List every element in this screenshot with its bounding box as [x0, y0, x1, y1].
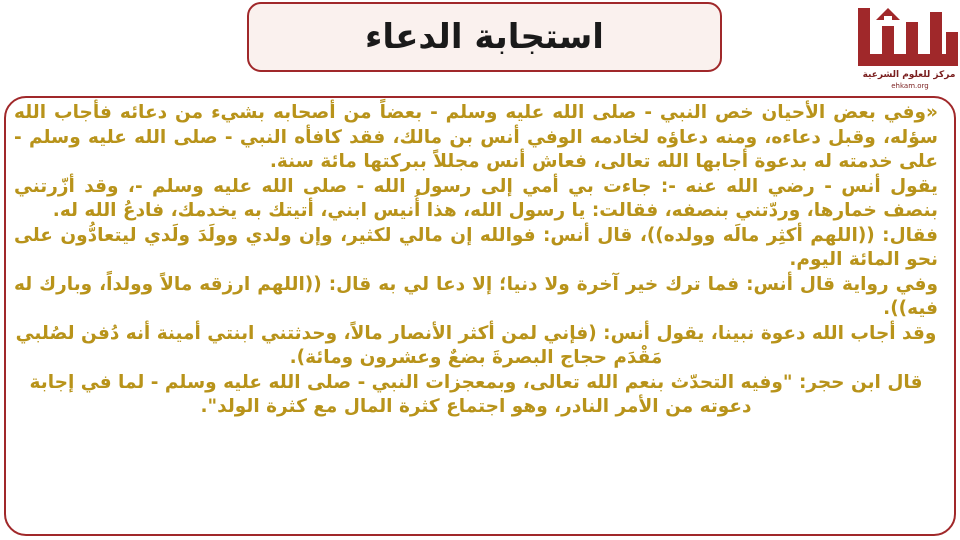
paragraph-5: وقد أجاب الله دعوة نبينا، يقول أنس: (فإني لمن أكثر الأنصار مالاً، وحدثتني ابنتي أمينة أنه دُفن لصُلبي مَقْدَم حجاج البصرةَ بضعٌ وعشرون ومائة).: [15, 322, 937, 368]
paragraph-4: وفي رواية قال أنس: فما ترك خير آخرة ولا دنيا؛ إلا دعا لي به قال: ((اللهم ارزقه مالاً وولداً، وبارك له فيه)).: [14, 273, 938, 319]
page-title: استجابة الدعاء: [365, 17, 604, 57]
logo-caption: مركز للعلوم الشرعية: [862, 70, 956, 80]
paragraph-3: فقال: ((اللهم أكثِر مالَه وولده))، قال أنس: فوالله إن مالي لكثير، وإن ولدي وولَدَ ولَدي ليتعادُّون على نحو المائة اليوم.: [14, 224, 938, 270]
logo-subcaption: ehkam.org: [891, 82, 929, 90]
article-body: [14, 101, 938, 420]
paragraph-1: «وفي بعض الأحيان خص النبي - صلى الله عليه وسلم - بعضاً من أصحابه بشيء من دعائه فأجاب الله سؤله، وقبل دعاءه، ومنه دعاؤه لخادمه الوفي أنس بن مالك، فقد كافأه النبي - صلى الله عليه وسلم - على خدمته له بدعوة أجابها الله تعالى، فعاش أنس مجللاً ببركتها مائة سنة.: [14, 102, 938, 172]
paragraph-6: قال ابن حجر: "وفيه التحدّث بنعم الله تعالى، وبمعجزات النبي - صلى الله عليه وسلم - لما في إجابة دعوته من الأمر النادر، وهو اجتماع كثرة المال مع كثرة الولد".: [29, 371, 923, 417]
paragraph-2: يقول أنس - رضي الله عنه -: جاءت بي أمي إلى رسول الله - صلى الله عليه وسلم -، وقد أزّرتني بنصف خمارها، وردّتني بنصفه، فقالت: يا رسول الله، هذا أُنيس ابني، أتيتك به يخدمك، فادعُ الله له.: [14, 175, 938, 221]
title-banner: [247, 2, 722, 72]
